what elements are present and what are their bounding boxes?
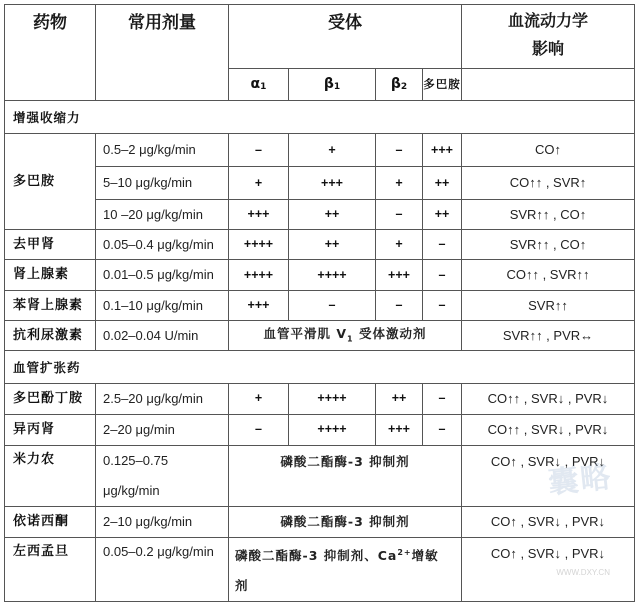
beta2-value: + — [376, 167, 423, 200]
hemodynamic-effect: CO↑↑ , SVR↑↑ — [462, 260, 635, 291]
hemodynamic-effect: CO↑↑ , SVR↑ — [462, 167, 635, 200]
alpha1-value: ++++ — [229, 230, 289, 260]
table-row — [5, 383, 635, 414]
hemodynamic-effect: SVR↑↑ , PVR↔ — [462, 321, 635, 351]
dopamine-value: +++ — [423, 134, 462, 167]
dose: 10 –20 μg/kg/min — [96, 200, 229, 230]
dose: 0.125–0.75 μg/kg/min — [96, 445, 229, 506]
drug-name: 依诺西酮 — [5, 506, 96, 537]
alpha1-value: ++++ — [229, 260, 289, 291]
beta2-value: – — [376, 291, 423, 321]
hemodynamic-effect: SVR↑↑ , CO↑ — [462, 200, 635, 230]
table-row — [5, 445, 635, 506]
dopamine-value: ++ — [423, 200, 462, 230]
table-row — [5, 260, 635, 291]
beta1-value: ++ — [289, 230, 376, 260]
section-row-vasodilators — [5, 351, 635, 384]
watermark-logo: 囊略 — [546, 459, 615, 502]
header-hemodynamic-line2: 影响 — [531, 39, 564, 58]
alpha1-value: – — [229, 134, 289, 167]
drug-name: 异丙肾 — [5, 414, 96, 445]
table-row — [5, 321, 635, 351]
dopamine-value: – — [423, 260, 462, 291]
beta1-value: + — [289, 134, 376, 167]
receptor-beta1: β1 — [289, 69, 376, 101]
table-row — [5, 134, 635, 167]
receptor-dopamine: 多巴胺 — [423, 69, 462, 101]
section-row-inotropes — [5, 101, 635, 134]
drug-name: 多巴酚丁胺 — [5, 383, 96, 414]
beta2-value: +++ — [376, 414, 423, 445]
hemodynamic-effect: SVR↑↑ , CO↑ — [462, 230, 635, 260]
dose: 2–10 μg/kg/min — [96, 506, 229, 537]
alpha1-value: – — [229, 414, 289, 445]
alpha1-value: + — [229, 383, 289, 414]
dopamine-value: ++ — [423, 167, 462, 200]
beta1-value: – — [289, 291, 376, 321]
mechanism: 磷酸二酯酶-3 抑制剂 — [229, 506, 462, 537]
section-title: 增强收缩力 — [5, 101, 635, 134]
header-receptor: 受体 — [229, 5, 462, 69]
dose: 2.5–20 μg/kg/min — [96, 383, 229, 414]
beta2-value: +++ — [376, 260, 423, 291]
drug-name: 肾上腺素 — [5, 260, 96, 291]
dopamine-value: – — [423, 230, 462, 260]
dose: 0.1–10 μg/kg/min — [96, 291, 229, 321]
dose: 0.02–0.04 U/min — [96, 321, 229, 351]
table-row — [5, 537, 635, 601]
dose: 0.01–0.5 μg/kg/min — [96, 260, 229, 291]
header-dose: 常用剂量 — [96, 5, 229, 101]
beta1-value: ++++ — [289, 260, 376, 291]
mechanism: 磷酸二酯酶-3 抑制剂、$Ca^{2+}$增敏 剂 — [229, 537, 462, 601]
drug-name: 左西孟旦 — [5, 537, 96, 601]
vasoactive-drug-table — [4, 4, 635, 384]
beta2-value: – — [376, 200, 423, 230]
hemodynamic-effect: CO↑↑ , SVR↓ , PVR↓ — [462, 383, 635, 414]
alpha1-value: +++ — [229, 291, 289, 321]
header-empty-cell — [462, 69, 635, 101]
mechanism: 磷酸二酯酶-3 抑制剂 — [229, 445, 462, 506]
dose: 2–20 μg/min — [96, 414, 229, 445]
drug-name: 苯肾上腺素 — [5, 291, 96, 321]
alpha1-value: +++ — [229, 200, 289, 230]
table-row — [5, 230, 635, 260]
alpha1-value: + — [229, 167, 289, 200]
beta2-value: + — [376, 230, 423, 260]
table-row — [5, 167, 635, 200]
dose: 0.05–0.2 μg/kg/min — [96, 537, 229, 601]
hemodynamic-effect: CO↑ , SVR↓ , PVR↓ — [462, 506, 635, 537]
drug-name: 多巴胺 — [5, 134, 96, 230]
section-title: 血管扩张药 — [5, 351, 635, 384]
receptor-beta2: β2 — [376, 69, 423, 101]
table-row — [5, 506, 635, 537]
dopamine-value: – — [423, 383, 462, 414]
beta1-value: ++ — [289, 200, 376, 230]
header-drug: 药物 — [5, 5, 96, 101]
beta1-value: ++++ — [289, 383, 376, 414]
hemodynamic-effect: SVR↑↑ — [462, 291, 635, 321]
dopamine-value: – — [423, 291, 462, 321]
beta2-value: ++ — [376, 383, 423, 414]
hemodynamic-effect: CO↑ — [462, 134, 635, 167]
vasodilator-table — [4, 383, 635, 602]
dose: 5–10 μg/kg/min — [96, 167, 229, 200]
hemodynamic-effect: CO↑↑ , SVR↓ , PVR↓ — [462, 414, 635, 445]
drug-name: 米力农 — [5, 445, 96, 506]
watermark-site: WWW.DXY.CN — [556, 568, 610, 577]
header-hemodynamic — [462, 5, 635, 69]
dose: 0.5–2 μg/kg/min — [96, 134, 229, 167]
mechanism: 血管平滑肌 $V_1$ 受体激动剂 — [229, 321, 462, 351]
hemodynamic-effect: CO↑ , SVR↓ , PVR↓ — [462, 445, 635, 506]
table-row — [5, 414, 635, 445]
beta2-value: – — [376, 134, 423, 167]
hemodynamic-effect: CO↑ , SVR↓ , PVR↓ — [462, 537, 635, 601]
header-hemodynamic-line1: 血流动力学 — [507, 11, 588, 30]
drug-name: 去甲肾 — [5, 230, 96, 260]
header-row-1 — [5, 5, 635, 69]
dose: 0.05–0.4 μg/kg/min — [96, 230, 229, 260]
beta1-value: ++++ — [289, 414, 376, 445]
receptor-alpha1: α1 — [229, 69, 289, 101]
dopamine-value: – — [423, 414, 462, 445]
beta1-value: +++ — [289, 167, 376, 200]
table-row — [5, 200, 635, 230]
table-row — [5, 291, 635, 321]
drug-name: 抗利尿激素 — [5, 321, 96, 351]
drug-table-container — [4, 4, 634, 602]
